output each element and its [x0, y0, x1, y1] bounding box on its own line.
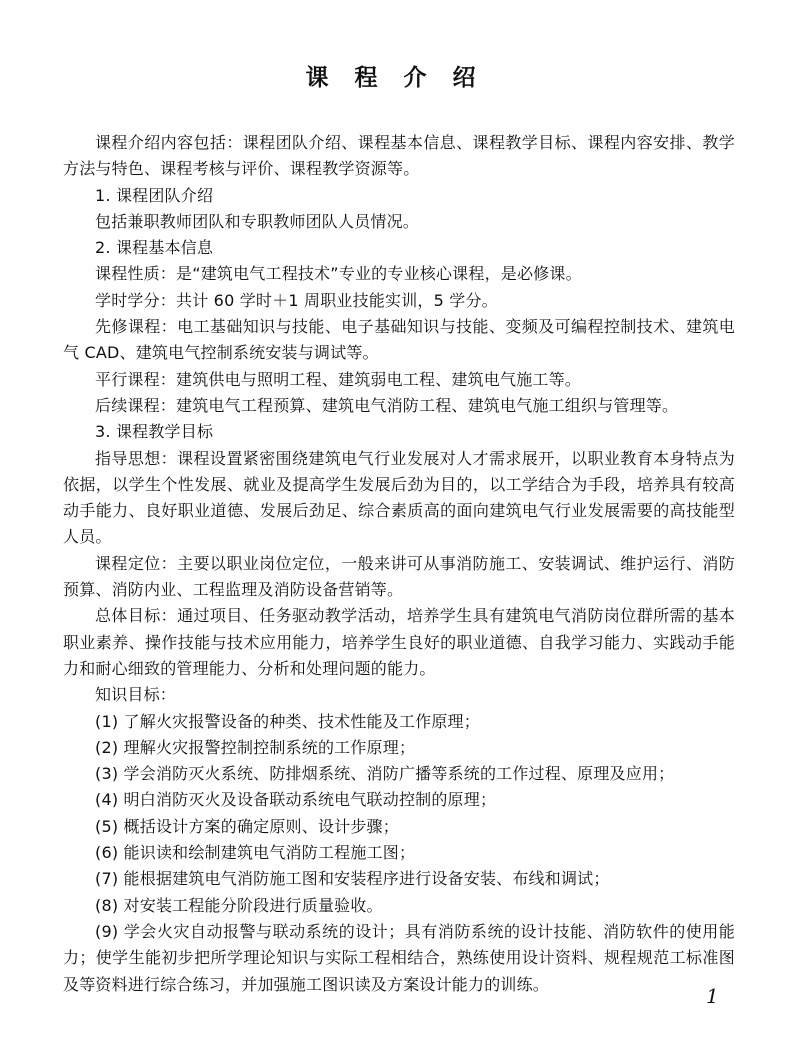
paragraph: 平行课程：建筑供电与照明工程、建筑弱电工程、建筑电气施工等。: [95, 369, 582, 389]
paragraph: 总体目标：通过项目、任务驱动教学活动，培养学生具有建筑电气消防岗位群所需的基本职业素养、操作技能与技术应用能力，培养学生良好的职业道德、自我学习能力、实践动手能力和耐心细致的管理能力、分析和处理问题的能力。: [63, 606, 735, 678]
page-number: 1: [706, 984, 719, 1008]
list-item: (4) 明白消防灭火及设备联动系统电气联动控制的原理；: [95, 790, 497, 810]
list-item: (8) 对安装工程能分阶段进行质量验收。: [95, 895, 383, 915]
list-item: (6) 能识读和绘制建筑电气消防工程施工图；: [95, 843, 416, 863]
paragraph: 指导思想：课程设置紧密围绕建筑电气行业发展对人才需求展开，以职业教育本身特点为依据，以学生个性发展、就业及提高学生发展后劲为目的，以工学结合为手段，培养具有较高动手能力、良好职业道德、发展后劲足、综合素质高的面向建筑电气行业发展需要的高技能型人员。: [63, 448, 735, 547]
list-item: (2) 理解火灾报警控制控制系统的工作原理；: [95, 737, 416, 757]
paragraph: 后续课程：建筑电气工程预算、建筑电气消防工程、建筑电气施工组织与管理等。: [95, 395, 679, 415]
paragraph: 课程性质：是“建筑电气工程技术”专业的专业核心课程，是必修课。: [95, 264, 582, 284]
page-title: 课 程 介 绍: [305, 65, 485, 91]
list-item: (5) 概括设计方案的确定原则、设计步骤；: [95, 816, 399, 836]
list-item: (7) 能根据建筑电气消防施工图和安装程序进行设备安装、布线和调试；: [95, 869, 610, 889]
intro-paragraph: 课程介绍内容包括：课程团队介绍、课程基本信息、课程教学目标、课程内容安排、教学方法与特色、课程考核与评价、课程教学资源等。: [63, 133, 735, 179]
paragraph: 课程定位：主要以职业岗位定位，一般来讲可从事消防施工、安装调试、维护运行、消防预算、消防内业、工程监理及消防设备营销等。: [63, 553, 735, 600]
section-heading: 1. 课程团队介绍: [95, 185, 214, 205]
list-item: (9) 学会火灾自动报警与联动系统的设计；具有消防系统的设计技能、消防软件的使用能力；使学生能初步把所学理论知识与实际工程相结合，熟练使用设计资料、规程规范工标准图及等资料进行综合练习，并加强施工图识读及方案设计能力的训练。: [63, 921, 735, 994]
paragraph: 知识目标：: [95, 685, 177, 705]
body-text: [63, 130, 735, 998]
section-heading: 2. 课程基本信息: [95, 238, 214, 258]
paragraph: 学时学分：共计 60 学时＋1 周职业技能实训，5 学分。: [95, 290, 498, 310]
list-item: (3) 学会消防灭火系统、防排烟系统、消防广播等系统的工作过程、原理及应用；: [95, 764, 675, 784]
section-heading: 3. 课程教学目标: [95, 422, 214, 442]
paragraph: 包括兼职教师团队和专职教师团队人员情况。: [95, 211, 420, 231]
list-item: (1) 了解火灾报警设备的种类、技术性能及工作原理；: [95, 711, 480, 731]
paragraph: 先修课程：电工基础知识与技能、电子基础知识与技能、变频及可编程控制技术、建筑电气 CAD、建筑电气控制系统安装与调试等。: [63, 317, 735, 363]
